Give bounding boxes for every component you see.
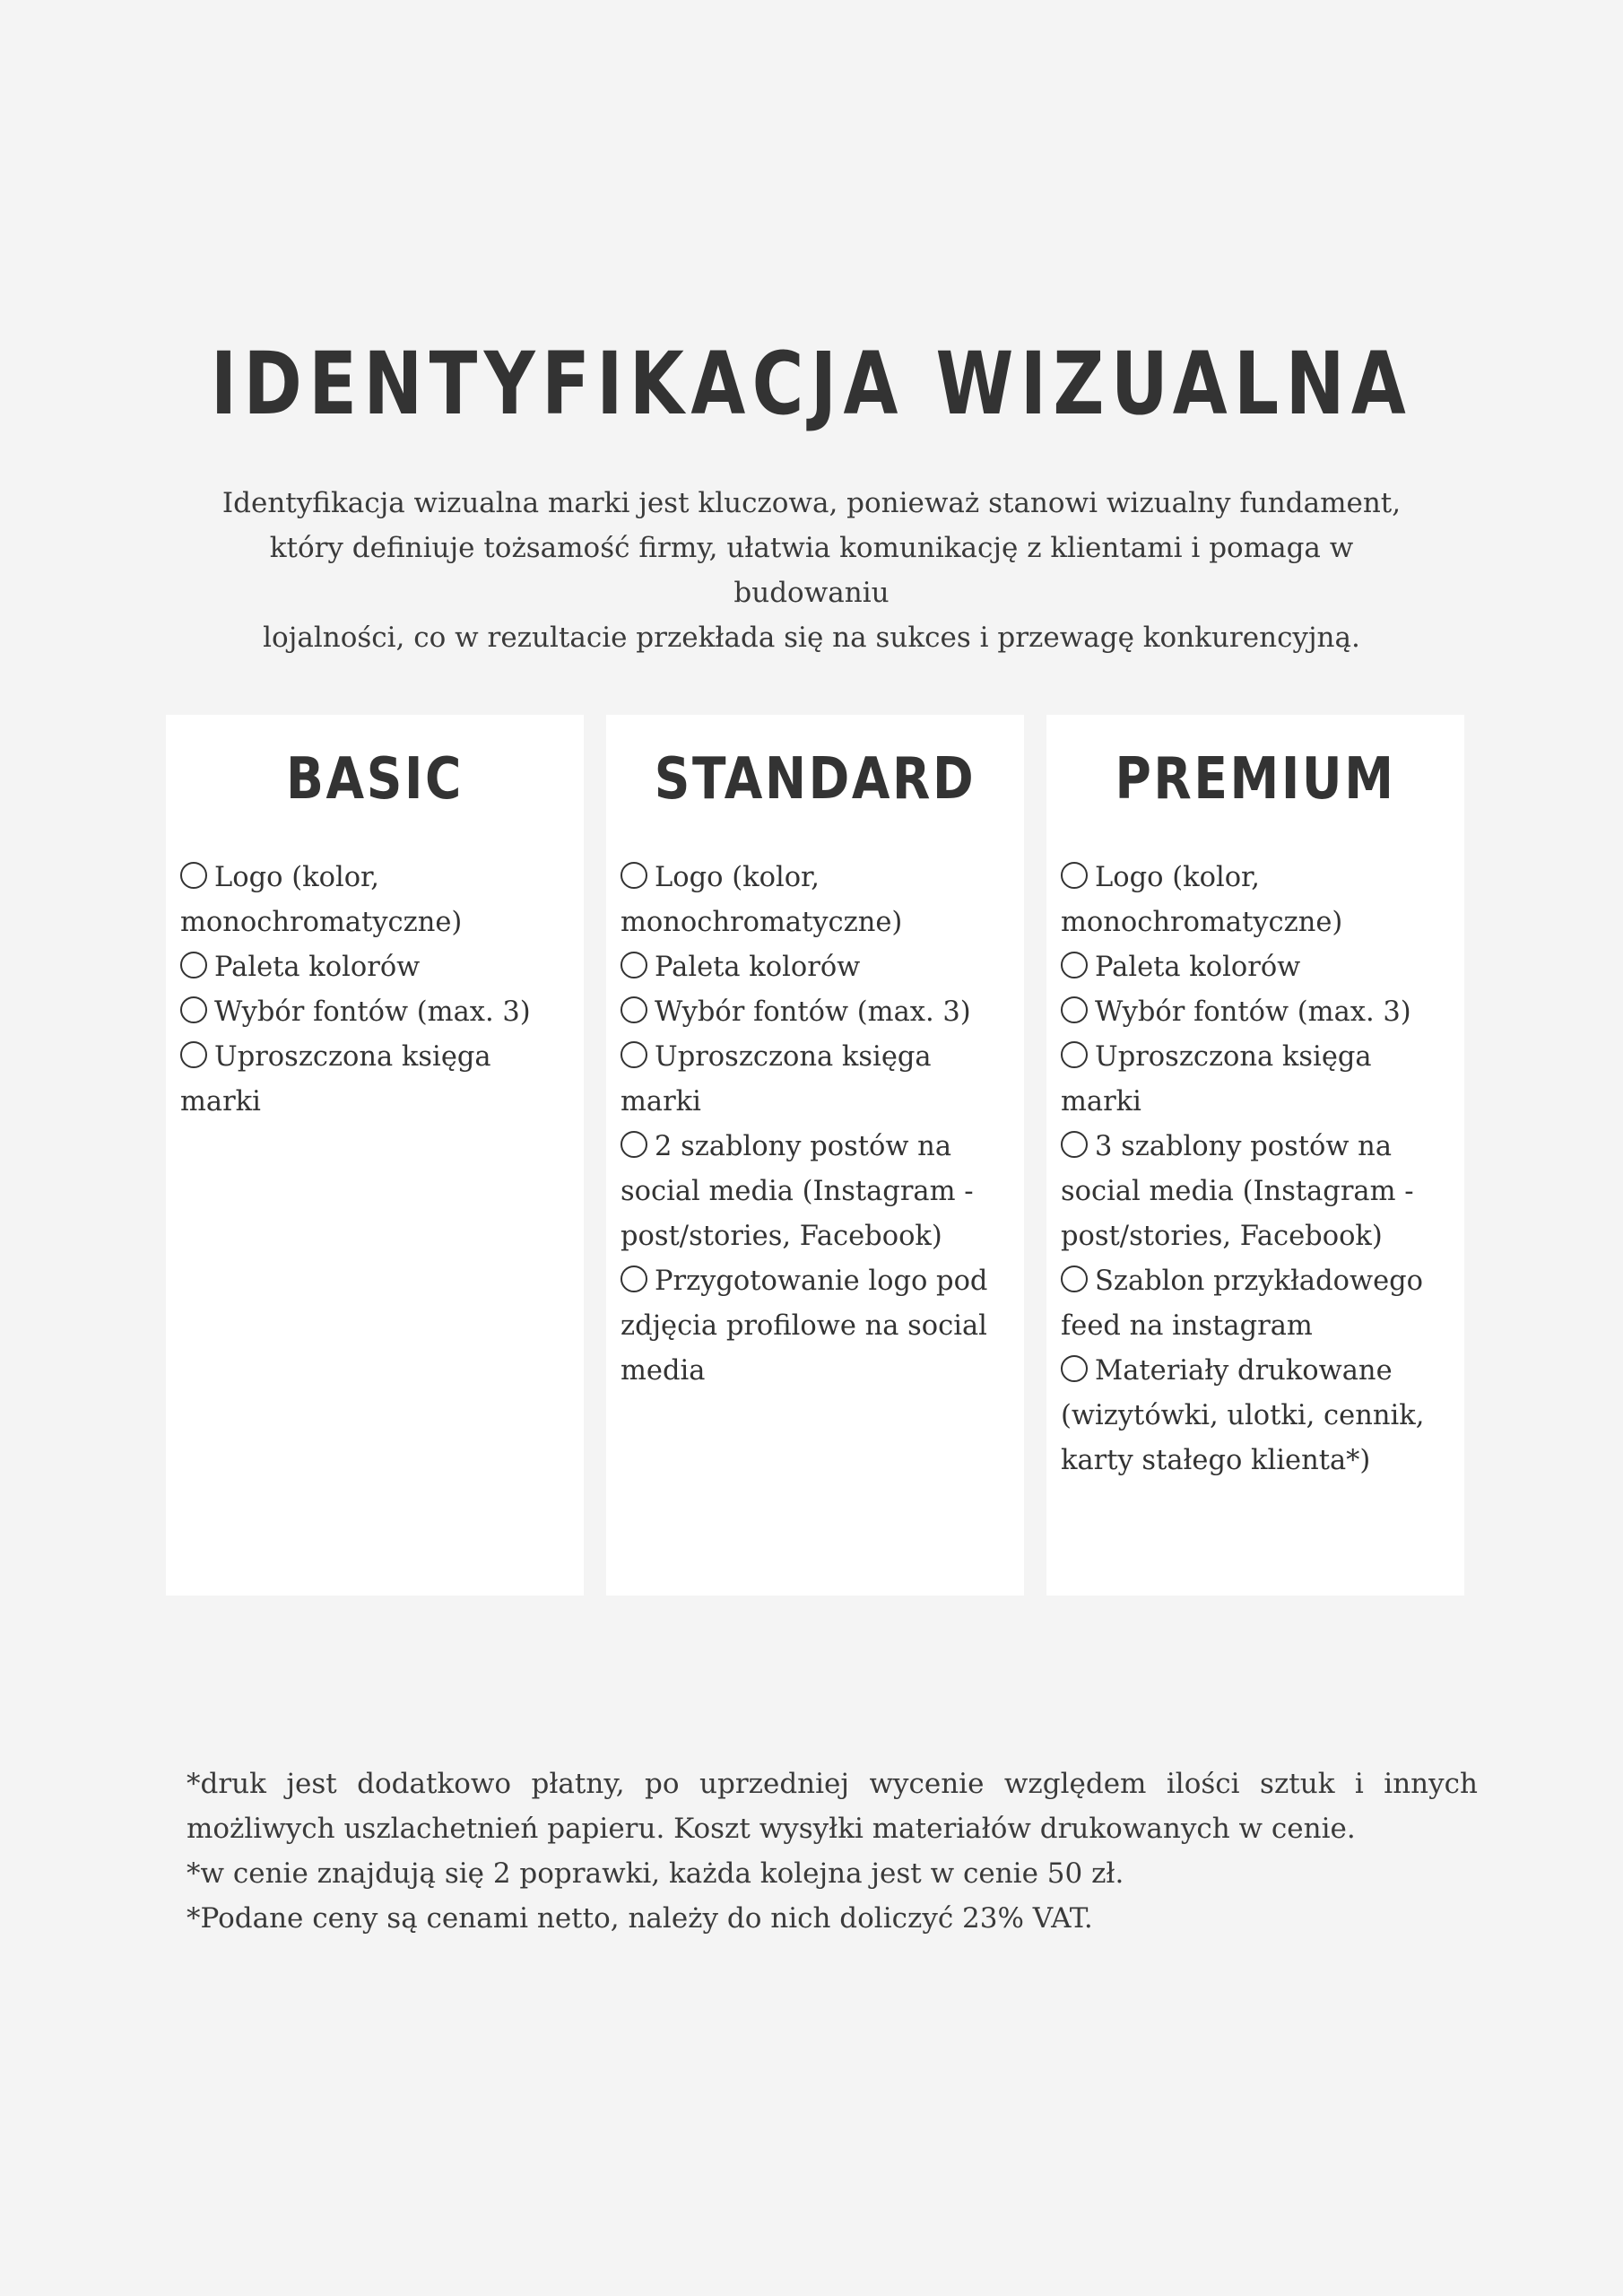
circle-outline-icon bbox=[1061, 1041, 1088, 1068]
feature-label: Paleta kolorów bbox=[1095, 952, 1301, 983]
circle-outline-icon bbox=[621, 862, 647, 889]
circle-outline-icon bbox=[180, 952, 207, 978]
feature-item bbox=[621, 1125, 1019, 1259]
feature-label: 2 szablony postów na social media (Instagram - post/stories, Facebook) bbox=[621, 1131, 974, 1252]
footnotes bbox=[187, 1761, 1478, 1941]
circle-outline-icon bbox=[1061, 1265, 1088, 1292]
intro-line: Identyfikacja wizualna marki jest kluczowa, ponieważ stanowi wizualny fundament, bbox=[221, 487, 1402, 519]
feature-label: Wybór fontów (max. 3) bbox=[214, 996, 531, 1028]
circle-outline-icon bbox=[1061, 1355, 1088, 1382]
feature-label: Wybór fontów (max. 3) bbox=[655, 996, 971, 1028]
feature-list bbox=[180, 856, 578, 1125]
feature-item bbox=[180, 945, 578, 990]
circle-outline-icon bbox=[621, 1131, 647, 1158]
package-title: BASIC bbox=[286, 746, 464, 813]
package-card-basic bbox=[166, 715, 584, 1596]
feature-label: Szablon przykładowego feed na instagram bbox=[1061, 1265, 1424, 1342]
feature-label: Przygotowanie logo pod zdjęcia profilowe na social media bbox=[621, 1265, 988, 1387]
circle-outline-icon bbox=[180, 996, 207, 1023]
feature-item bbox=[1061, 1349, 1459, 1483]
feature-item bbox=[1061, 1035, 1459, 1125]
feature-item bbox=[621, 856, 1019, 945]
feature-list bbox=[1061, 856, 1459, 1483]
feature-label: Logo (kolor, monochromatyczne) bbox=[1061, 862, 1343, 938]
feature-item bbox=[1061, 1125, 1459, 1259]
circle-outline-icon bbox=[621, 996, 647, 1023]
package-card-standard bbox=[606, 715, 1024, 1596]
circle-outline-icon bbox=[621, 952, 647, 978]
feature-label: Wybór fontów (max. 3) bbox=[1095, 996, 1411, 1028]
feature-label: Logo (kolor, monochromatyczne) bbox=[180, 862, 463, 938]
circle-outline-icon bbox=[1061, 1131, 1088, 1158]
circle-outline-icon bbox=[621, 1041, 647, 1068]
footnote: *druk jest dodatkowo płatny, po uprzedniej wycenie względem ilości sztuk i innych możliwych uszlachetnień papieru. Koszt wysyłki materiałów drukowanych w cenie. bbox=[187, 1768, 1478, 1845]
feature-label: 3 szablony postów na social media (Instagram - post/stories, Facebook) bbox=[1061, 1131, 1414, 1252]
feature-label: Uproszczona księga marki bbox=[180, 1041, 491, 1118]
feature-item bbox=[1061, 856, 1459, 945]
feature-item bbox=[621, 1035, 1019, 1125]
feature-item bbox=[180, 1035, 578, 1125]
package-card-premium bbox=[1046, 715, 1464, 1596]
circle-outline-icon bbox=[1061, 996, 1088, 1023]
feature-list bbox=[621, 856, 1019, 1394]
footnote: *Podane ceny są cenami netto, należy do nich doliczyć 23% VAT. bbox=[187, 1902, 1093, 1935]
intro-line: który definiuje tożsamość firmy, ułatwia komunikację z klientami i pomaga w budowaniu bbox=[269, 532, 1354, 609]
feature-label: Logo (kolor, monochromatyczne) bbox=[621, 862, 903, 938]
feature-item bbox=[621, 990, 1019, 1035]
feature-item bbox=[1061, 990, 1459, 1035]
feature-item bbox=[621, 1259, 1019, 1394]
circle-outline-icon bbox=[621, 1265, 647, 1292]
feature-item bbox=[1061, 1259, 1459, 1349]
circle-outline-icon bbox=[180, 862, 207, 889]
package-title: STANDARD bbox=[654, 746, 976, 813]
feature-label: Uproszczona księga marki bbox=[1061, 1041, 1372, 1118]
feature-label: Paleta kolorów bbox=[655, 952, 861, 983]
feature-label: Uproszczona księga marki bbox=[621, 1041, 932, 1118]
intro-line: lojalności, co w rezultacie przekłada się na sukces i przewagę konkurencyjną. bbox=[263, 622, 1360, 654]
feature-item bbox=[1061, 945, 1459, 990]
feature-item bbox=[621, 945, 1019, 990]
page-title: IDENTYFIKACJA WIZUALNA bbox=[210, 334, 1413, 434]
feature-label: Materiały drukowane (wizytówki, ulotki, cennik, karty stałego klienta*) bbox=[1061, 1355, 1425, 1476]
feature-item bbox=[180, 990, 578, 1035]
footnote: *w cenie znajdują się 2 poprawki, każda kolejna jest w cenie 50 zł. bbox=[187, 1857, 1124, 1890]
intro-text bbox=[206, 481, 1417, 660]
feature-item bbox=[180, 856, 578, 945]
circle-outline-icon bbox=[1061, 862, 1088, 889]
circle-outline-icon bbox=[180, 1041, 207, 1068]
package-title: PREMIUM bbox=[1115, 746, 1396, 813]
feature-label: Paleta kolorów bbox=[214, 952, 421, 983]
circle-outline-icon bbox=[1061, 952, 1088, 978]
